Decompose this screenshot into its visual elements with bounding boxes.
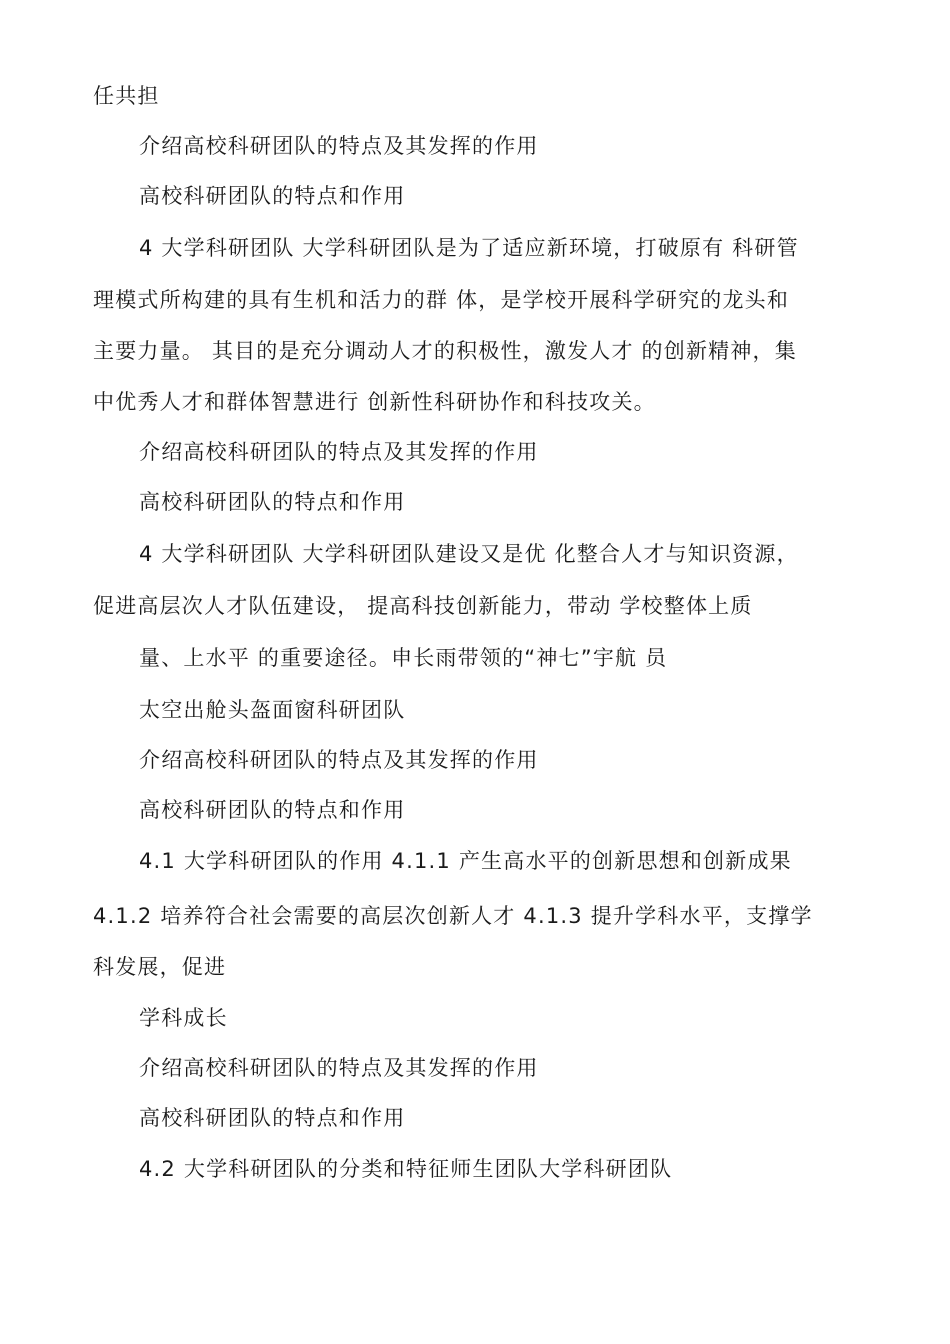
text-line: 主要力量。 其目的是充分调动人才的积极性，激发人才 的创新精神，集 <box>93 339 797 363</box>
text-line: 任共担 <box>93 84 160 108</box>
text-line: 量、上水平 的重要途径。申长雨带领的“神七”宇航 员 <box>139 646 668 670</box>
text-line: 高校科研团队的特点和作用 <box>139 1106 406 1130</box>
text-line: 介绍高校科研团队的特点及其发挥的作用 <box>139 748 539 772</box>
text-line: 4 大学科研团队 大学科研团队建设又是优 化整合人才与知识资源， <box>139 542 799 566</box>
text-line: 4.1.2 培养符合社会需要的高层次创新人才 4.1.3 提升学科水平，支撑学 <box>93 904 813 928</box>
text-line: 科发展，促进 <box>93 955 227 979</box>
text-line: 高校科研团队的特点和作用 <box>139 184 406 208</box>
text-line: 4.1 大学科研团队的作用 4.1.1 产生高水平的创新思想和创新成果 <box>139 849 792 873</box>
text-line: 介绍高校科研团队的特点及其发挥的作用 <box>139 1056 539 1080</box>
text-line: 4.2 大学科研团队的分类和特征师生团队大学科研团队 <box>139 1157 673 1181</box>
text-line: 高校科研团队的特点和作用 <box>139 490 406 514</box>
text-line: 促进高层次人才队伍建设， 提高科技创新能力，带动 学校整体上质 <box>93 594 753 618</box>
text-line: 介绍高校科研团队的特点及其发挥的作用 <box>139 440 539 464</box>
text-line: 高校科研团队的特点和作用 <box>139 798 406 822</box>
text-line: 学科成长 <box>139 1006 228 1030</box>
text-line: 4 大学科研团队 大学科研团队是为了适应新环境，打破原有 科研管 <box>139 236 799 260</box>
text-line: 太空出舱头盔面窗科研团队 <box>139 698 406 722</box>
text-line: 理模式所构建的具有生机和活力的群 体，是学校开展科学研究的龙头和 <box>93 288 790 312</box>
text-line: 介绍高校科研团队的特点及其发挥的作用 <box>139 134 539 158</box>
text-line: 中优秀人才和群体智慧进行 创新性科研协作和科技攻关。 <box>93 390 656 414</box>
